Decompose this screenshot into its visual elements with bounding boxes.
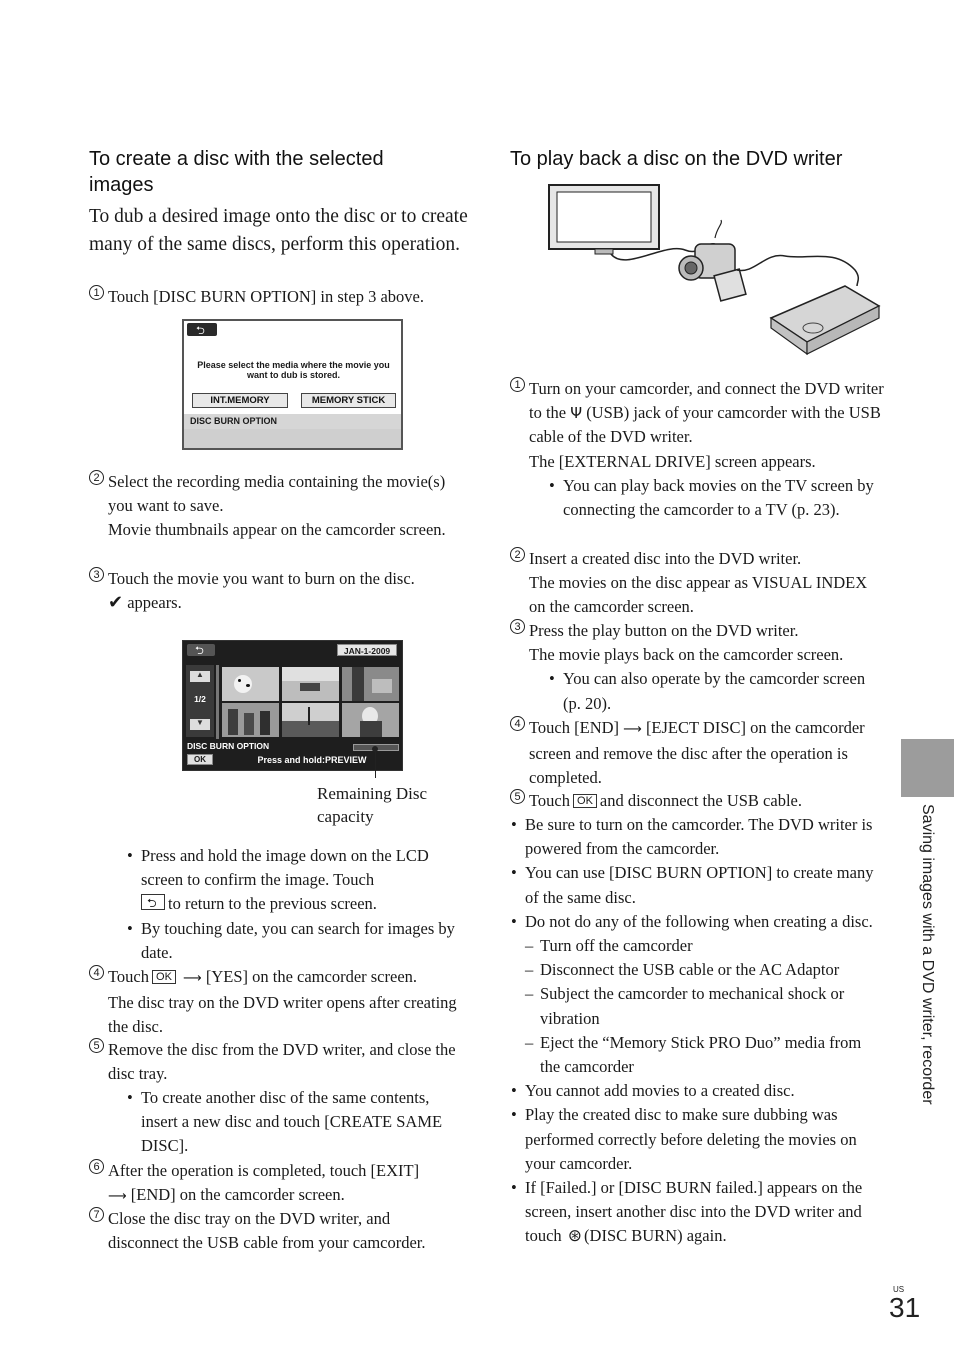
note-item: • You can use [DISC BURN OPTION] to create many of the same disc. — [511, 863, 874, 907]
bullet-text: You can also operate by the camcorder screen (p. 20). — [563, 669, 866, 713]
page-indicator: 1/2 — [194, 694, 206, 704]
thumbnail[interactable] — [342, 667, 399, 701]
return-icon: ⮌ — [141, 894, 165, 910]
bullet-item: • You can also operate by the camcorder screen (p. 20). — [549, 669, 866, 713]
usb-icon: Ψ — [570, 404, 583, 423]
step-number: 2 — [89, 470, 104, 485]
left-step-7 — [89, 1207, 464, 1255]
dash-item: – Eject the “Memory Stick PRO Duo” media from the camcorder — [525, 1032, 862, 1077]
step-number: 1 — [89, 285, 104, 300]
left-bullets — [125, 844, 460, 965]
step-note: appears. — [127, 593, 182, 613]
page-number: 31 — [889, 1292, 921, 1323]
left-step-2 — [89, 470, 464, 543]
dash-list — [509, 934, 881, 1079]
screen-footer: DISC BURN OPTION — [184, 414, 401, 429]
step-number: 7 — [89, 1207, 104, 1222]
thumbnail[interactable] — [282, 703, 339, 737]
page-nav — [186, 665, 214, 737]
step-number: 3 — [510, 619, 525, 634]
note-item: • Do not do any of the following when creating a disc. — [511, 911, 873, 931]
callout-line — [375, 748, 376, 778]
step-number: 5 — [89, 1038, 104, 1053]
step-text: After the operation is completed, touch [EXIT] — [108, 1161, 420, 1180]
return-icon: ⮌ — [196, 324, 205, 337]
remaining-disc-capacity-label: Remaining Disc capacity — [317, 784, 428, 826]
step-note: The movies on the disc appear as VISUAL INDEX on the camcorder screen. — [529, 573, 868, 617]
screen-footer: DISC BURN OPTION — [187, 741, 270, 751]
left-step-6 — [89, 1159, 464, 1209]
camcorder-icon — [679, 220, 746, 301]
thumbnail-screen — [182, 640, 403, 771]
down-arrow-icon: ▼ — [196, 718, 204, 727]
left-bullet-b — [125, 1086, 460, 1159]
right-step-4 — [510, 716, 885, 791]
region-code: US — [893, 1285, 905, 1294]
preview-hint: Press and hold:PREVIEW — [257, 755, 367, 765]
scroll-up-button[interactable] — [190, 671, 210, 682]
return-icon: ⮌ — [195, 644, 204, 657]
step-text-cont: and disconnect the USB cable. — [599, 791, 802, 810]
step-text: Insert a created disc into the DVD writer. — [529, 549, 802, 568]
ok-button[interactable]: OK — [187, 754, 213, 765]
section-side-label — [917, 804, 937, 1149]
step-text-cont: [YES] on the camcorder screen. — [205, 967, 418, 986]
dash-item: – Subject the camcorder to mechanical shock or vibration — [525, 984, 845, 1028]
bullet-text: To create another disc of the same contents, insert a new disc and touch [CREATE SAME DISC]. — [141, 1088, 443, 1156]
dash-item: – Disconnect the USB cable or the AC Adaptor — [525, 960, 840, 980]
media-select-screen — [182, 319, 403, 450]
side-label-text: Saving images with a DVD writer, recorder — [919, 804, 936, 1105]
step-number: 2 — [510, 547, 525, 562]
right-step-5 — [510, 789, 885, 813]
step-text: Touch the movie you want to burn on the disc. — [108, 569, 415, 588]
note-text: Do not do any of the following when creating a disc. — [525, 911, 873, 931]
bullet-text: Press and hold the image down on the LCD screen to confirm the image. Touch — [141, 846, 429, 890]
step-number: 4 — [510, 716, 525, 731]
left-step-4 — [89, 965, 464, 1040]
right-step-1 — [510, 377, 885, 522]
bullet-text-cont: to return to the previous screen. — [168, 894, 377, 914]
thumbnail[interactable] — [222, 667, 279, 701]
ok-icon: OK — [573, 794, 597, 808]
bullet-item: • By touching date, you can search for images by date. — [127, 918, 455, 962]
step-number: 3 — [89, 567, 104, 582]
bullet-item: • To create another disc of the same contents, insert a new disc and touch [CREATE SAME DISC]. — [127, 1088, 443, 1156]
ok-icon: OK — [152, 970, 176, 984]
disc-burn-icon: ⊛ — [567, 1226, 583, 1247]
note-text: You can use [DISC BURN OPTION] to create many of the same disc. — [525, 863, 874, 907]
section-heading-create-disc: To create a disc with the selected images — [89, 148, 384, 196]
memory-stick-button[interactable]: MEMORY STICK — [301, 393, 396, 408]
return-button[interactable] — [187, 644, 215, 656]
int-memory-button[interactable]: INT.MEMORY — [192, 393, 288, 408]
note-item: • Play the created disc to make sure dubbing was performed correctly before deleting the movies on your camcorder. — [511, 1105, 857, 1173]
bullet-text: You can play back movies on the TV screen by connecting the camcorder to a TV (p. 23). — [563, 475, 874, 520]
step-text: Touch — [108, 967, 150, 986]
up-arrow-icon: ▲ — [196, 670, 204, 679]
dash-text: Turn off the camcorder — [540, 936, 693, 956]
step-text: Remove the disc from the DVD writer, and close the disc tray. — [108, 1040, 456, 1084]
right-step-2 — [510, 547, 885, 620]
note-text: You cannot add movies to a created disc. — [525, 1081, 795, 1101]
section-tab-marker — [901, 739, 954, 797]
screen-message: Please select the media where the movie you want to dub is stored. — [197, 360, 390, 380]
step-text-cont: (USB) jack of your camcorder with the USB cable of the DVD writer. — [529, 403, 881, 447]
step-note: Movie thumbnails appear on the camcorder screen. — [108, 520, 446, 540]
step-text: Touch [DISC BURN OPTION] in step 3 above. — [108, 287, 424, 306]
thumbnail[interactable] — [282, 667, 339, 701]
step-text-cont: [EJECT DISC] on the camcorder screen and remove the disc after the operation is completed. — [529, 718, 865, 788]
left-step-1 — [89, 285, 464, 309]
dash-text: Disconnect the USB cable or the AC Adaptor — [540, 960, 840, 980]
step-text: Close the disc tray on the DVD writer, and disconnect the USB cable from your camcorder. — [108, 1209, 426, 1253]
screen-bottom-bar — [184, 429, 401, 448]
note-item: • You cannot add movies to a created disc. — [511, 1081, 795, 1101]
step-text: Press the play button on the DVD writer. — [529, 621, 799, 640]
bullet-item: • Press and hold the image down on the LCD screen to confirm the image. Touch ⮌ to return to the previous screen. — [127, 846, 429, 914]
left-step-5 — [89, 1038, 464, 1086]
arrow-right-icon: ⟶ — [178, 971, 206, 986]
step-text: Touch [END] — [529, 718, 620, 737]
step-number: 6 — [89, 1159, 104, 1174]
dash-text: Eject the “Memory Stick PRO Duo” media from the camcorder — [540, 1032, 862, 1077]
step-note: The [EXTERNAL DRIVE] screen appears. — [529, 451, 816, 471]
step-number: 4 — [89, 965, 104, 980]
note-text: Be sure to turn on the camcorder. The DVD writer is powered from the camcorder. — [525, 815, 873, 859]
step-text: Touch — [529, 791, 571, 810]
bullet-item: • You can play back movies on the TV screen by connecting the camcorder to a TV (p. 23). — [549, 475, 874, 520]
connection-illustration — [545, 182, 885, 360]
dash-text: Subject the camcorder to mechanical shock or vibration — [540, 984, 845, 1028]
arrow-right-icon: ⟶ — [108, 1189, 131, 1205]
step-text: Select the recording media containing the movie(s) you want to save. — [108, 472, 446, 516]
dash-item: – Turn off the camcorder — [525, 936, 693, 956]
scroll-divider — [216, 665, 219, 739]
thumbnail[interactable] — [342, 703, 399, 737]
return-button[interactable] — [187, 323, 217, 336]
arrow-right-icon: ⟶ — [619, 722, 646, 737]
step-text: Turn on your camcorder, and connect the DVD writer to the — [529, 379, 884, 423]
scroll-down-button[interactable] — [190, 719, 210, 730]
note-text: Play the created disc to make sure dubbing was performed correctly before deleting the movies on your camcorder. — [525, 1105, 857, 1173]
section-heading-play-back: To play back a disc on the DVD writer — [510, 148, 843, 170]
bullet-text: By touching date, you can search for images by date. — [141, 918, 455, 962]
notes-list — [509, 813, 881, 1249]
right-step-3 — [510, 619, 885, 716]
thumbnail[interactable] — [222, 703, 279, 737]
note-text-cont: (DISC BURN) again. — [584, 1226, 727, 1246]
step-number: 1 — [510, 377, 525, 392]
step-note: The disc tray on the DVD writer opens after creating the disc. — [108, 993, 457, 1037]
note-item: • If [Failed.] or [DISC BURN failed.] appears on the screen, insert another disc into the DVD writer and touch ⊛ (DISC BURN) again. — [511, 1178, 863, 1247]
step-number: 5 — [510, 789, 525, 804]
callout-dot — [372, 746, 378, 752]
note-text: If [Failed.] or [DISC BURN failed.] appears on the screen, insert another disc into the DVD writer and touch — [525, 1178, 863, 1246]
intro-paragraph: To dub a desired image onto the disc or to create many of the same discs, perform this operation. — [89, 206, 468, 255]
left-step-3 — [89, 567, 464, 615]
note-item: • Be sure to turn on the camcorder. The DVD writer is powered from the camcorder. — [511, 815, 873, 859]
date-button[interactable]: JAN-1-2009 — [337, 644, 397, 656]
dvd-writer-icon — [771, 286, 879, 354]
checkmark-icon: ✔ — [108, 592, 124, 614]
step-text-cont: [END] on the camcorder screen. — [130, 1185, 345, 1205]
step-note: The movie plays back on the camcorder screen. — [529, 645, 844, 665]
